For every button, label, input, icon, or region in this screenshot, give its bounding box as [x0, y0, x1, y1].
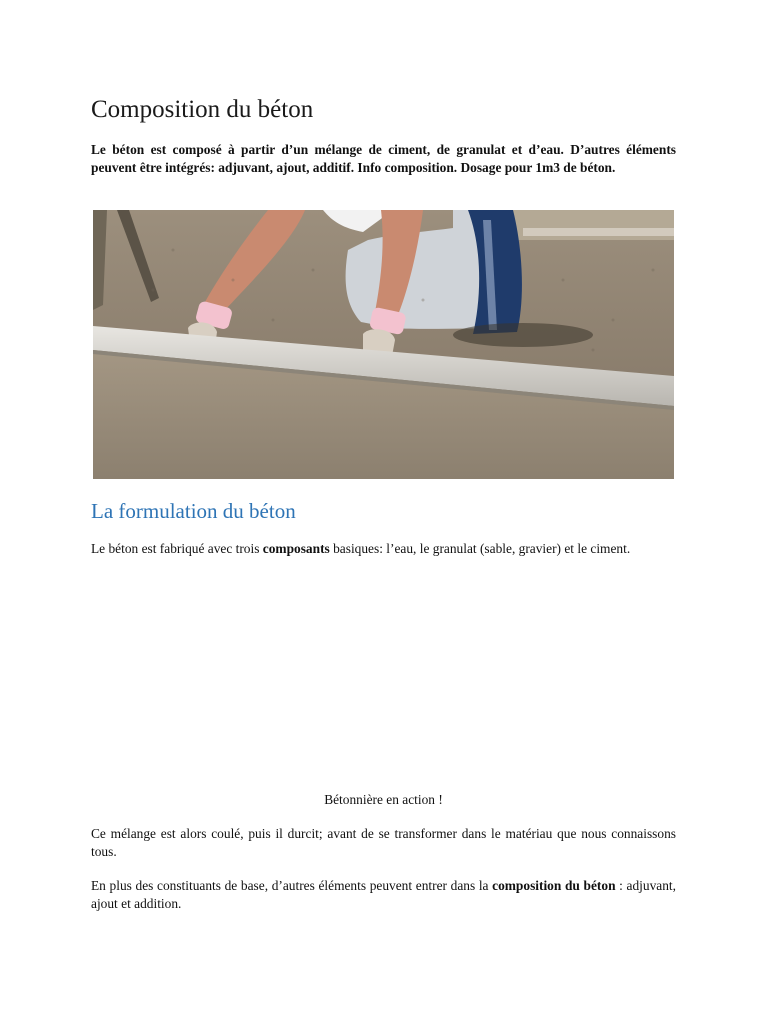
image-caption: Bétonnière en action ! [324, 792, 443, 807]
page-title: Composition du béton [91, 96, 314, 123]
formulation-paragraph [91, 540, 676, 558]
formulation-text-end: basiques: l’eau, le granulat (sable, gravier) et le ciment. [329, 541, 631, 556]
section-title: La formulation du béton [91, 499, 296, 523]
curing-paragraph: Ce mélange est alors coulé, puis il durcit; avant de se transformer dans le matériau que nous connaissons tous. [91, 826, 676, 859]
additives-text-end: : adjuvant, ajout et addition. [91, 878, 676, 911]
additives-bold-term: composition du béton [492, 878, 616, 893]
intro-paragraph: Le béton est composé à partir d’un mélange de ciment, de granulat et d’eau. D’autres éléments peuvent être intégrés: adjuvant, ajout, additif. Info composition. Dosage pour 1m3 de béton. [91, 142, 676, 175]
concrete-worker-photo [93, 210, 674, 479]
formulation-text-start: Le béton est fabriqué avec trois [91, 541, 263, 556]
formulation-bold-term: composants [262, 541, 330, 556]
additives-text-start: En plus des constituants de base, d’autres éléments peuvent entrer dans la [91, 878, 493, 893]
additives-paragraph [91, 877, 676, 912]
